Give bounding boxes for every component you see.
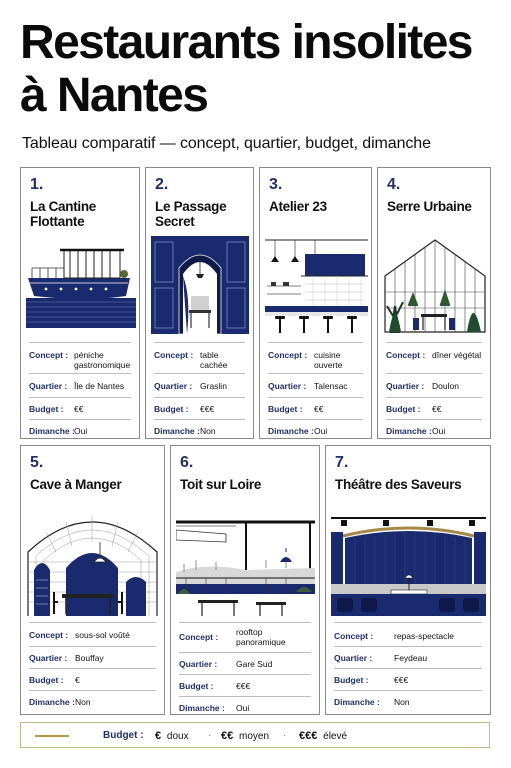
row-quartier — [29, 646, 156, 668]
label-concept: Concept : — [29, 630, 69, 640]
label-concept: Concept : — [29, 350, 69, 360]
label-dimanche: Dimanche : — [29, 697, 75, 707]
label-budget: Budget : — [334, 675, 369, 685]
row-quartier — [154, 373, 245, 397]
value-quartier: Talensac — [314, 381, 348, 391]
card-details — [29, 622, 156, 712]
hidden-door-illustration — [151, 236, 249, 334]
label-budget: Budget : — [154, 404, 189, 414]
label-concept: Concept : — [154, 350, 194, 360]
card-details — [154, 342, 245, 441]
card-details — [268, 342, 363, 441]
restaurant-card-3 — [259, 167, 372, 439]
restaurant-card-5 — [20, 445, 165, 715]
card-name: Serre Urbaine — [387, 199, 472, 214]
label-quartier: Quartier : — [154, 381, 193, 391]
value-concept: rooftop panoramique — [236, 627, 286, 647]
value-dimanche: Non — [200, 426, 216, 436]
row-concept — [386, 342, 482, 373]
card-number: 2. — [155, 176, 169, 193]
label-dimanche: Dimanche : — [154, 426, 200, 436]
row-concept — [334, 622, 482, 646]
label-budget: Budget : — [29, 675, 64, 685]
value-dimanche: Oui — [236, 703, 250, 713]
row-budget — [268, 397, 363, 419]
page-title: Restaurants insolites à Nantes — [20, 16, 472, 122]
value-dimanche: Oui — [74, 426, 88, 436]
card-number: 1. — [30, 176, 44, 193]
value-dimanche: Oui — [432, 426, 446, 436]
label-quartier: Quartier : — [29, 653, 68, 663]
row-budget — [29, 668, 156, 690]
row-quartier — [386, 373, 482, 397]
card-details — [386, 342, 482, 441]
label-concept: Concept : — [386, 350, 426, 360]
value-dimanche: Oui — [314, 426, 328, 436]
value-quartier: Feydeau — [394, 653, 428, 663]
value-budget: €€ — [74, 404, 84, 414]
value-budget: € — [75, 675, 80, 685]
row-dimanche — [386, 419, 482, 441]
row-dimanche — [179, 696, 311, 718]
row-budget — [334, 668, 482, 690]
legend-symbol: €€ — [221, 730, 234, 742]
value-concept: sous-sol voûté — [75, 630, 130, 640]
card-details — [334, 622, 482, 712]
card-details — [29, 342, 131, 441]
legend-item-high — [299, 730, 347, 742]
row-budget — [29, 397, 131, 419]
restaurant-card-1 — [20, 167, 140, 439]
value-budget: €€ — [432, 404, 442, 414]
restaurant-card-4 — [377, 167, 491, 439]
value-quartier: Doulon — [432, 381, 459, 391]
label-budget: Budget : — [386, 404, 421, 414]
restaurant-card-2 — [145, 167, 254, 439]
legend-item-low — [155, 730, 189, 742]
card-number: 5. — [30, 454, 44, 471]
value-quartier: Graslin — [200, 381, 227, 391]
label-dimanche: Dimanche : — [334, 697, 380, 707]
value-budget: €€ — [314, 404, 324, 414]
label-budget: Budget : — [179, 681, 214, 691]
legend-accent-line — [35, 735, 69, 737]
label-dimanche: Dimanche : — [386, 426, 432, 436]
value-concept: cuisine ouverte — [314, 350, 343, 370]
label-dimanche: Dimanche : — [179, 703, 225, 713]
row-concept — [154, 342, 245, 373]
legend-separator: · — [208, 730, 212, 741]
row-budget — [154, 397, 245, 419]
label-concept: Concept : — [334, 631, 374, 641]
value-quartier: Île de Nantes — [74, 381, 125, 391]
value-concept: péniche gastronomique — [74, 350, 131, 370]
row-quartier — [268, 373, 363, 397]
row-concept — [179, 622, 311, 652]
restaurant-card-6 — [170, 445, 320, 715]
row-quartier — [29, 373, 131, 397]
row-dimanche — [334, 690, 482, 712]
open-kitchen-illustration — [265, 236, 368, 334]
label-quartier: Quartier : — [386, 381, 425, 391]
label-quartier: Quartier : — [29, 381, 68, 391]
row-quartier — [179, 652, 311, 674]
value-concept: dîner végétal — [432, 350, 482, 360]
label-dimanche: Dimanche : — [29, 426, 75, 436]
value-budget: €€€ — [236, 681, 251, 691]
legend-symbol: € — [155, 730, 162, 742]
label-concept: Concept : — [268, 350, 308, 360]
budget-legend — [20, 722, 490, 748]
row-concept — [29, 622, 156, 646]
label-concept: Concept : — [179, 632, 219, 642]
label-budget: Budget : — [268, 404, 303, 414]
restaurant-card-7 — [325, 445, 491, 715]
row-concept — [29, 342, 131, 373]
card-name: La Cantine Flottante — [30, 199, 97, 229]
page-subtitle: Tableau comparatif — concept, quartier, budget, dimanche — [22, 135, 431, 152]
row-dimanche — [268, 419, 363, 441]
row-budget — [386, 397, 482, 419]
card-name: Le Passage Secret — [155, 199, 227, 229]
row-dimanche — [154, 419, 245, 441]
card-number: 4. — [387, 176, 401, 193]
value-budget: €€€ — [394, 675, 409, 685]
legend-label: Budget : — [103, 730, 144, 741]
row-concept — [268, 342, 363, 373]
legend-item-mid — [221, 730, 269, 742]
card-name: Atelier 23 — [269, 199, 327, 214]
card-number: 3. — [269, 176, 283, 193]
row-dimanche — [29, 419, 131, 441]
card-details — [179, 622, 311, 718]
card-name: Cave à Manger — [30, 477, 122, 492]
card-name: Théâtre des Saveurs — [335, 477, 462, 492]
label-budget: Budget : — [29, 404, 64, 414]
vaulted-cellar-illustration — [26, 512, 159, 616]
value-quartier: Gare Sud — [236, 659, 273, 669]
legend-text: moyen — [239, 731, 270, 742]
value-concept: table cachée — [200, 350, 228, 370]
value-concept: repas-spectacle — [394, 631, 455, 641]
label-quartier: Quartier : — [179, 659, 218, 669]
card-number: 6. — [180, 454, 194, 471]
row-budget — [179, 674, 311, 696]
legend-separator: · — [283, 730, 287, 741]
card-number: 7. — [335, 454, 349, 471]
row-dimanche — [29, 690, 156, 712]
label-quartier: Quartier : — [268, 381, 307, 391]
value-dimanche: Non — [394, 697, 410, 707]
rooftop-illustration — [176, 512, 315, 616]
theatre-stage-illustration — [331, 512, 486, 616]
row-quartier — [334, 646, 482, 668]
legend-text: élevé — [323, 731, 348, 742]
value-budget: €€€ — [200, 404, 215, 414]
legend-text: doux — [166, 731, 189, 742]
greenhouse-illustration — [383, 236, 487, 334]
label-quartier: Quartier : — [334, 653, 373, 663]
value-dimanche: Non — [75, 697, 91, 707]
value-quartier: Bouffay — [75, 653, 104, 663]
label-dimanche: Dimanche : — [268, 426, 314, 436]
legend-symbol: €€€ — [299, 730, 318, 742]
card-name: Toit sur Loire — [180, 477, 262, 492]
